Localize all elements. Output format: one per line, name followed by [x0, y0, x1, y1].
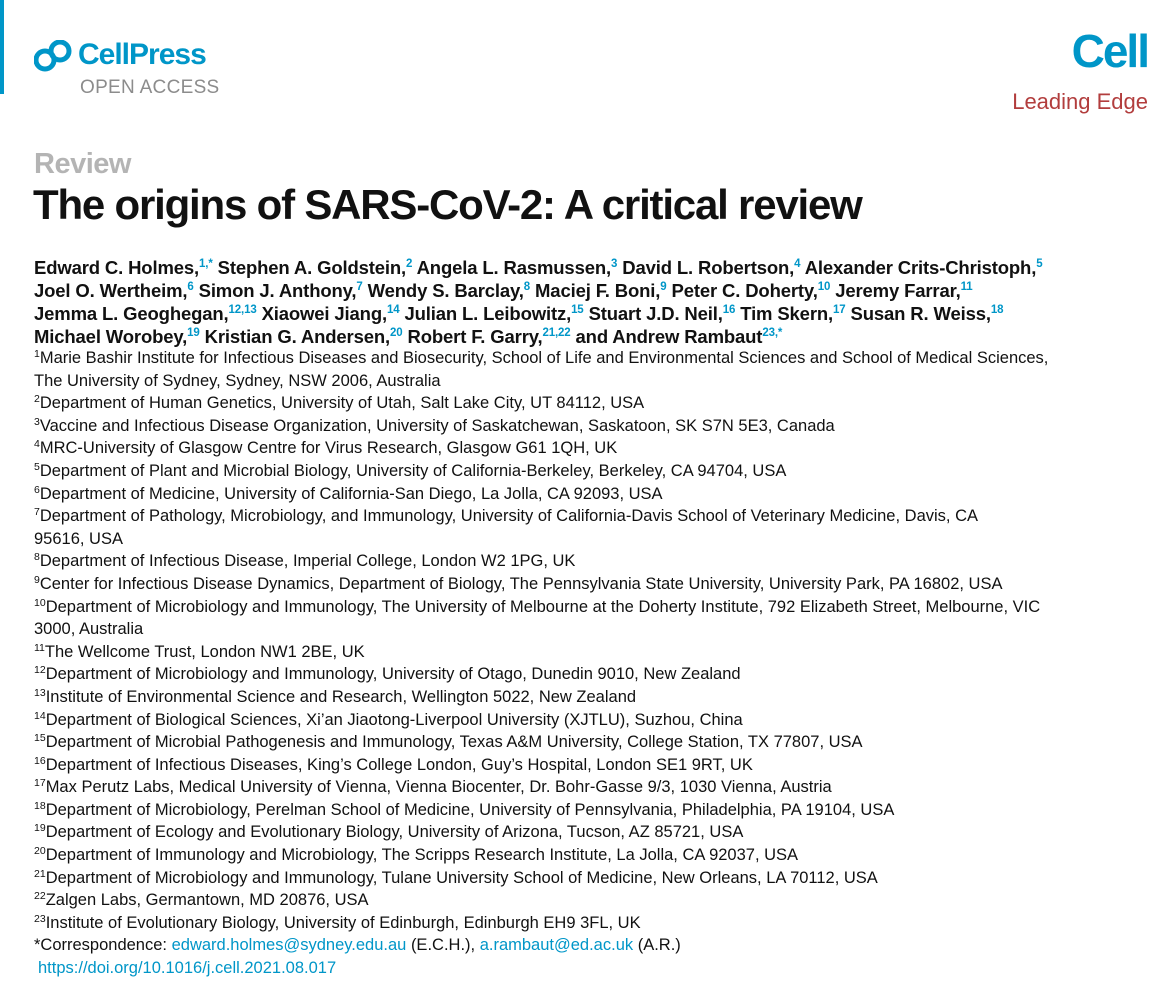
affiliation-text: Department of Microbiology, Perelman School of Medicine, University of Pennsylvania, Philadelphia, PA 19104, USA	[45, 800, 895, 819]
affiliation-text: Zalgen Labs, Germantown, MD 20876, USA	[45, 891, 369, 910]
author-line	[34, 256, 1159, 279]
author-affiliation-marker[interactable]: 19	[187, 327, 200, 339]
affiliation-text: Department of Immunology and Microbiology, The Scripps Research Institute, La Jolla, CA 92037, USA	[45, 846, 799, 865]
author-name: Edward C. Holmes,	[34, 257, 200, 278]
article-type: Review	[34, 148, 131, 180]
correspondence-label: *Correspondence:	[34, 936, 167, 955]
affiliation-item	[34, 347, 1159, 392]
affiliation-text: Max Perutz Labs, Medical University of Vienna, Vienna Biocenter, Dr. Bohr-Gasse 9/3, 1030 Vienna, Austria	[45, 778, 832, 797]
email-link-holmes[interactable]: edward.holmes@sydney.edu.au	[171, 936, 407, 955]
initials-rambaut: (A.R.)	[637, 936, 681, 955]
author-name: Alexander Crits-Christoph,	[804, 257, 1037, 278]
author-name: Peter C. Doherty,	[671, 280, 818, 301]
affiliation-text: Department of Microbiology and Immunology, The University of Melbourne at the Doherty Institute, 792 Elizabeth Street, Melbourne, VIC	[45, 597, 1041, 616]
cellpress-logo-icon	[34, 40, 72, 72]
affiliation-number: 21	[34, 867, 46, 880]
author-name: Maciej F. Boni,	[535, 280, 661, 301]
affiliation-item	[34, 867, 1159, 890]
affiliation-item	[34, 686, 1159, 709]
author-affiliation-marker[interactable]: 18	[990, 304, 1004, 316]
affiliation-text: Department of Plant and Microbial Biology, University of California-Berkeley, Berkeley, CA 94704, USA	[39, 461, 787, 480]
author-name: Susan R. Weiss,	[850, 303, 991, 324]
affiliation-text: Vaccine and Infectious Disease Organization, University of Saskatchewan, Saskatoon, SK S7N 5E3, Canada	[39, 416, 835, 435]
journal-name[interactable]: Cell	[1071, 25, 1148, 77]
affiliation-text: Department of Microbiology and Immunology, University of Otago, Dunedin 9010, New Zealand	[45, 665, 741, 684]
affiliation-text: MRC-University of Glasgow Centre for Virus Research, Glasgow G61 1QH, UK	[39, 439, 618, 458]
author-line	[34, 279, 1159, 302]
author-affiliation-marker[interactable]: 6	[187, 281, 194, 293]
affiliation-item	[34, 596, 1159, 641]
author-affiliation-marker[interactable]: 20	[390, 327, 403, 339]
author-affiliation-marker[interactable]: 11	[960, 281, 973, 293]
affiliation-text-continued: The University of Sydney, Sydney, NSW 2006, Australia	[34, 371, 441, 390]
affiliation-number: 7	[34, 506, 40, 519]
affiliation-item	[34, 415, 1159, 438]
affiliation-number: 12	[34, 664, 46, 677]
affiliation-number: 13	[34, 686, 46, 699]
author-affiliation-marker[interactable]: 2	[406, 258, 413, 270]
author-line	[34, 302, 1159, 325]
affiliation-item	[34, 799, 1159, 822]
email-link-rambaut[interactable]: a.rambaut@ed.ac.uk	[479, 936, 634, 955]
affiliation-number: 14	[34, 709, 46, 722]
affiliation-text: Department of Pathology, Microbiology, and Immunology, University of California-Davis School of Veterinary Medicine, Davis, CA	[39, 507, 978, 526]
author-line	[34, 325, 1159, 348]
affiliation-number: 6	[34, 483, 40, 496]
affiliation-text: Department of Medicine, University of California-San Diego, La Jolla, CA 92093, USA	[39, 484, 663, 503]
affiliation-item	[34, 844, 1159, 867]
doi-link[interactable]: https://doi.org/10.1016/j.cell.2021.08.017	[38, 959, 337, 978]
author-name: Kristian G. Andersen,	[204, 326, 390, 347]
affiliation-number: 1	[34, 348, 40, 360]
affiliation-item	[34, 663, 1159, 686]
affiliation-item	[34, 889, 1159, 912]
author-affiliation-marker[interactable]: 12,13	[228, 304, 257, 316]
author-affiliation-marker[interactable]: 17	[833, 304, 846, 316]
article-title: The origins of SARS-CoV-2: A critical review	[33, 181, 862, 228]
author-affiliation-marker[interactable]: 3	[611, 258, 618, 270]
author-list	[34, 256, 1159, 348]
author-affiliation-marker[interactable]: 10	[817, 281, 831, 293]
affiliation-text: Marie Bashir Institute for Infectious Diseases and Biosecurity, School of Life and Environmental Sciences and School of Medical Sciences,	[39, 349, 1049, 367]
affiliation-number: 20	[34, 845, 46, 858]
affiliation-text: Institute of Evolutionary Biology, University of Edinburgh, Edinburgh EH9 3FL, UK	[45, 913, 641, 932]
cellpress-logo[interactable]	[34, 38, 234, 100]
affiliation-item	[34, 573, 1159, 596]
affiliation-text: Department of Microbial Pathogenesis and Immunology, Texas A&M University, College Station, TX 77807, USA	[45, 733, 863, 752]
affiliation-number: 19	[34, 822, 46, 835]
author-affiliation-marker[interactable]: 8	[523, 281, 531, 293]
affiliation-item	[34, 821, 1159, 844]
author-name: and Andrew Rambaut	[575, 326, 763, 347]
author-name: Tim Skern,	[740, 303, 834, 324]
affiliation-text: Department of Ecology and Evolutionary Biology, University of Arizona, Tucson, AZ 85721, USA	[45, 823, 744, 842]
affiliation-item	[34, 641, 1159, 664]
affiliation-text: Department of Infectious Diseases, King’s College London, Guy’s Hospital, London SE1 9RT, UK	[45, 755, 753, 774]
affiliation-number: 2	[34, 393, 40, 406]
open-access-label: OPEN ACCESS	[80, 77, 220, 98]
author-name: Jeremy Farrar,	[835, 280, 961, 301]
affiliation-text-continued: 3000, Australia	[34, 620, 144, 639]
author-affiliation-marker[interactable]: 15	[571, 304, 584, 316]
author-affiliation-marker[interactable]: 5	[1036, 258, 1043, 270]
affiliation-item	[34, 505, 1159, 550]
author-affiliation-marker[interactable]: 4	[794, 258, 801, 270]
affiliation-number: 9	[34, 573, 40, 586]
affiliation-item	[34, 776, 1159, 799]
author-affiliation-marker[interactable]: 9	[660, 281, 667, 293]
affiliation-item	[34, 709, 1159, 732]
affiliation-text: Department of Biological Sciences, Xi’an Jiaotong-Liverpool University (XJTLU), Suzhou, China	[45, 710, 743, 729]
author-name: Joel O. Wertheim,	[34, 280, 188, 301]
affiliation-text: Department of Human Genetics, University of Utah, Salt Lake City, UT 84112, USA	[39, 394, 645, 413]
affiliation-number: 11	[34, 641, 45, 654]
affiliation-text-continued: 95616, USA	[34, 529, 123, 548]
author-name: Jemma L. Geoghegan,	[34, 303, 229, 324]
author-affiliation-marker[interactable]: 14	[386, 304, 400, 316]
affiliation-number: 10	[34, 596, 46, 609]
author-name: Stuart J.D. Neil,	[588, 303, 723, 324]
affiliation-text: Department of Infectious Disease, Imperial College, London W2 1PG, UK	[39, 552, 576, 571]
affiliation-item	[34, 483, 1159, 506]
affiliation-number: 17	[34, 777, 46, 790]
author-name: David L. Robertson,	[622, 257, 795, 278]
author-affiliation-marker[interactable]: 1,*	[199, 258, 213, 270]
author-name: Angela L. Rasmussen,	[416, 257, 611, 278]
author-affiliation-marker[interactable]: 16	[722, 304, 736, 316]
author-name: Robert F. Garry,	[407, 326, 543, 347]
affiliation-text: Department of Microbiology and Immunology, Tulane University School of Medicine, New Orleans, LA 70112, USA	[45, 868, 878, 887]
author-affiliation-marker[interactable]: 7	[356, 281, 363, 293]
edge-accent-bar	[0, 0, 4, 94]
author-name: Xiaowei Jiang,	[261, 303, 387, 324]
author-name: Simon J. Anthony,	[198, 280, 357, 301]
affiliation-text: The Wellcome Trust, London NW1 2BE, UK	[44, 642, 365, 661]
affiliation-number: 15	[34, 732, 46, 745]
affiliation-list	[34, 347, 1159, 980]
author-affiliation-marker[interactable]: 23,*	[762, 327, 783, 339]
affiliation-item	[34, 912, 1159, 935]
affiliation-item	[34, 731, 1159, 754]
affiliation-text: Institute of Environmental Science and Research, Wellington 5022, New Zealand	[45, 687, 637, 706]
affiliation-item	[34, 392, 1159, 415]
author-name: Wendy S. Barclay,	[367, 280, 524, 301]
affiliation-item	[34, 550, 1159, 573]
affiliation-number: 3	[34, 415, 40, 428]
author-name: Julian L. Leibowitz,	[404, 303, 572, 324]
affiliation-number: 16	[34, 754, 46, 767]
affiliation-number: 8	[34, 551, 40, 564]
affiliation-text: Center for Infectious Disease Dynamics, Department of Biology, The Pennsylvania State University, University Park, PA 16802, USA	[39, 574, 1003, 593]
correspondence-line	[34, 934, 1159, 957]
affiliation-items	[34, 347, 1159, 934]
affiliation-number: 23	[34, 912, 46, 925]
journal-section: Leading Edge	[1012, 89, 1148, 114]
affiliation-item	[34, 754, 1159, 777]
author-affiliation-marker[interactable]: 21,22	[542, 327, 571, 339]
affiliation-number: 4	[34, 438, 40, 451]
affiliation-number: 18	[34, 799, 46, 812]
affiliation-item	[34, 437, 1159, 460]
author-name: Michael Worobey,	[34, 326, 188, 347]
author-name: Stephen A. Goldstein,	[217, 257, 407, 278]
initials-holmes: (E.C.H.),	[410, 936, 476, 955]
affiliation-number: 22	[34, 890, 46, 903]
affiliation-item	[34, 460, 1159, 483]
affiliation-number: 5	[34, 460, 40, 473]
brand-name: CellPress	[78, 38, 206, 71]
